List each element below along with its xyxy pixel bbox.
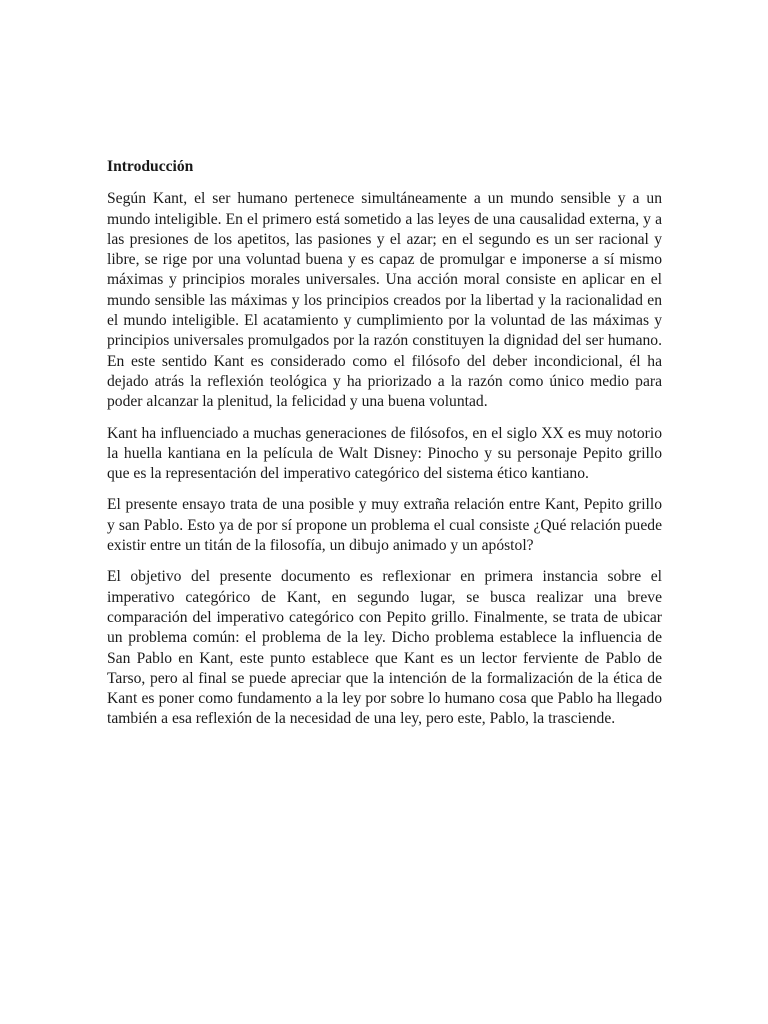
document-body [107,157,662,741]
section-heading: Introducción [107,158,194,175]
paragraph-4: El objetivo del presente documento es reflexionar en primera instancia sobre el imperativo categórico de Kant, en segundo lugar, se busca realizar una breve comparación del imperativo categórico con Pepito grillo. Finalmente, se trata de ubicar un problema común: el problema de la ley. Dicho problema establece la influencia de San Pablo en Kant, este punto establece que Kant es un lector ferviente de Pablo de Tarso, pero al final se puede apreciar que la intención de la formalización de la ética de Kant es poner como fundamento a la ley por sobre lo humano cosa que Pablo ha llegado también a esa reflexión de la necesidad de una ley, pero este, Pablo, la trasciende. [107,568,662,728]
paragraph-3: El presente ensayo trata de una posible y muy extraña relación entre Kant, Pepito grillo y san Pablo. Esto ya de por sí propone un problema el cual consiste ¿Qué relación puede existir entre un titán de la filosofía, un dibujo animado y un apóstol? [107,496,662,555]
paragraph-1: Según Kant, el ser humano pertenece simultáneamente a un mundo sensible y a un mundo inteligible. En el primero está sometido a las leyes de una causalidad externa, y a las presiones de los apetitos, las pasiones y el azar; en el segundo es un ser racional y libre, se rige por una voluntad buena y es capaz de promulgar e imponerse a sí mismo máximas y principios morales universales. Una acción moral consiste en aplicar en el mundo sensible las máximas y los principios creados por la libertad y la racionalidad en el mundo inteligible. El acatamiento y cumplimiento por la voluntad de las máximas y principios universales promulgados por la razón constituyen la dignidad del ser humano. En este sentido Kant es considerado como el filósofo del deber incondicional, él ha dejado atrás la reflexión teológica y ha priorizado a la razón como único medio para poder alcanzar la plenitud, la felicidad y una buena voluntad. [107,190,662,411]
paragraph-2: Kant ha influenciado a muchas generaciones de filósofos, en el siglo XX es muy notorio la huella kantiana en la película de Walt Disney: Pinocho y su personaje Pepito grillo que es la representación del imperativo categórico del sistema ético kantiano. [107,424,662,483]
